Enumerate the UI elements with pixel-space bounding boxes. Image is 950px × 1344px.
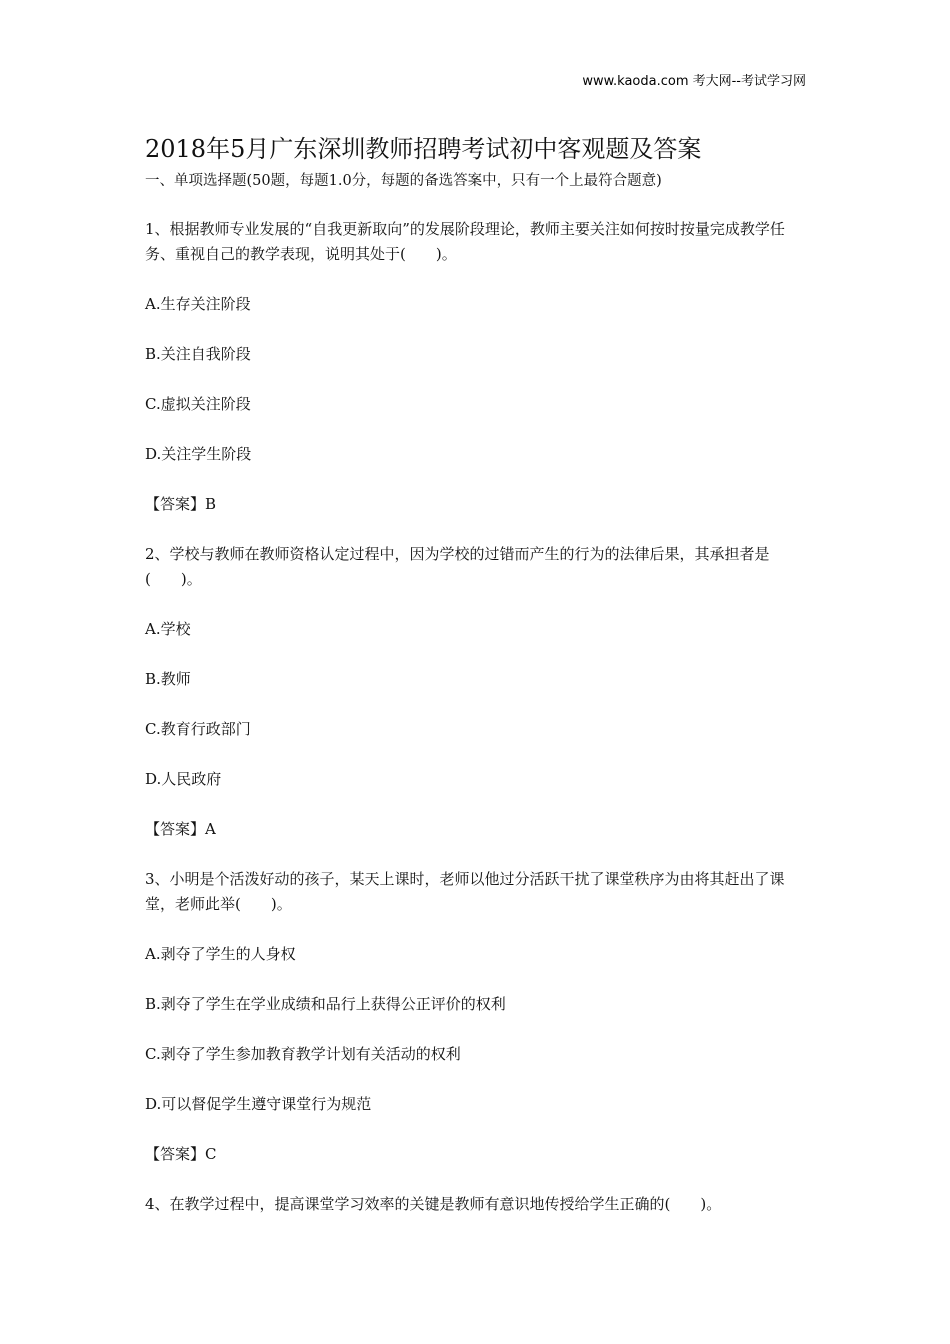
- option-b: B.剥夺了学生在学业成绩和品行上获得公正评价的权利: [145, 995, 506, 1013]
- option-d: D.人民政府: [145, 770, 222, 788]
- option-c: C.教育行政部门: [145, 720, 251, 738]
- document-title: 2018年5月广东深圳教师招聘考试初中客观题及答案: [145, 135, 702, 163]
- question-stem: 1、根据教师专业发展的“自我更新取向”的发展阶段理论，教师主要关注如何按时按量完成教学任务、重视自己的教学表现，说明其处于( )。: [145, 220, 785, 263]
- question-stem: 4、在教学过程中，提高课堂学习效率的关键是教师有意识地传授给学生正确的( )。: [145, 1195, 722, 1213]
- option-d: D.可以督促学生遵守课堂行为规范: [145, 1095, 372, 1113]
- section-heading: 一、单项选择题(50题，每题1.0分，每题的备选答案中，只有一个上最符合题意): [145, 173, 662, 189]
- question-4: [145, 1192, 810, 1217]
- question-stem: 2、学校与教师在教师资格认定过程中，因为学校的过错而产生的行为的法律后果，其承担者是( )。: [145, 545, 770, 588]
- answer: 【答案】C: [145, 1145, 217, 1163]
- site-header[interactable]: www.kaoda.com 考大网--考试学习网: [582, 74, 806, 89]
- document-page: [145, 130, 810, 1217]
- question-2: [145, 542, 810, 842]
- answer: 【答案】B: [145, 495, 217, 513]
- option-b: B.教师: [145, 670, 191, 688]
- option-b: B.关注自我阶段: [145, 345, 251, 363]
- option-d: D.关注学生阶段: [145, 445, 252, 463]
- option-a: A.生存关注阶段: [145, 295, 251, 313]
- option-a: A.学校: [145, 620, 191, 638]
- question-1: [145, 217, 810, 517]
- question-3: [145, 867, 810, 1167]
- option-c: C.虚拟关注阶段: [145, 395, 251, 413]
- answer: 【答案】A: [145, 820, 216, 838]
- question-stem: 3、小明是个活泼好动的孩子，某天上课时，老师以他过分活跃干扰了课堂秩序为由将其赶出了课堂，老师此举( )。: [145, 870, 785, 913]
- option-a: A.剥夺了学生的人身权: [145, 945, 296, 963]
- option-c: C.剥夺了学生参加教育教学计划有关活动的权利: [145, 1045, 461, 1063]
